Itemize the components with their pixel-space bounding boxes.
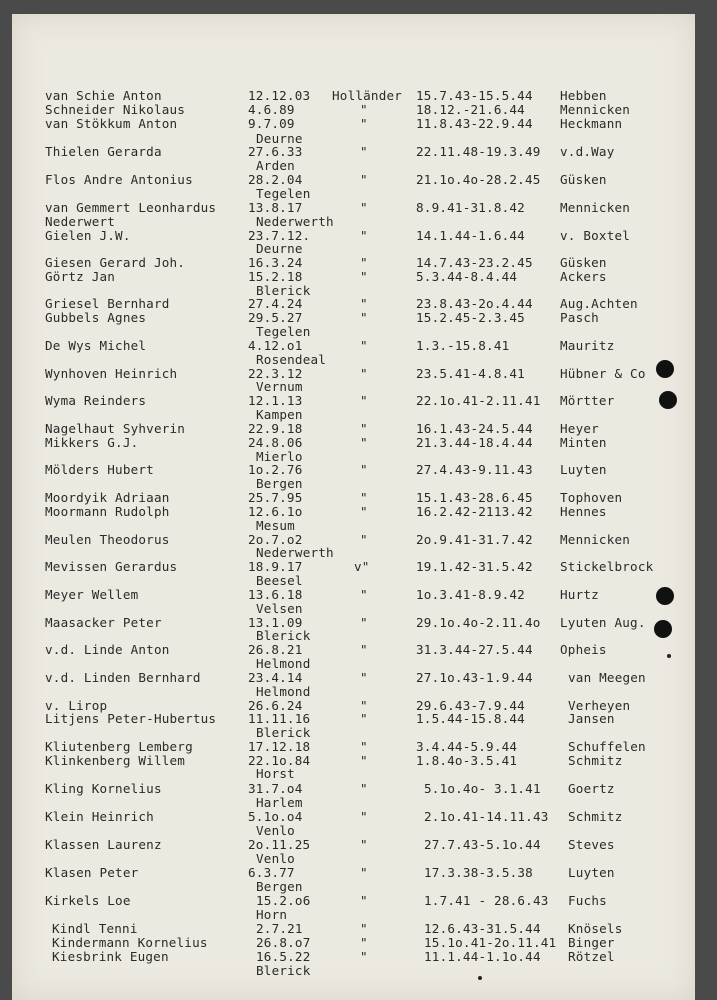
nationality-cell: " bbox=[360, 739, 368, 754]
nationality-cell: " bbox=[360, 809, 368, 824]
period-cell: 16.1.43-24.5.44 bbox=[416, 421, 533, 436]
birthdate-cell: 13.6.18 bbox=[248, 587, 303, 602]
birthplace-cell: Kampen bbox=[256, 407, 303, 422]
birthdate-cell: 27.6.33 bbox=[248, 144, 303, 159]
birthdate-cell: 4.6.89 bbox=[248, 102, 295, 117]
birthdate-cell: 17.12.18 bbox=[248, 739, 311, 754]
employer-cell: Goertz bbox=[568, 781, 615, 796]
employer-cell: Lyuten Aug. bbox=[560, 615, 646, 630]
birthplace-cell: Tegelen bbox=[256, 324, 311, 339]
employer-cell: van Meegen bbox=[568, 670, 646, 685]
employer-cell: Hübner & Co bbox=[560, 366, 646, 381]
employer-cell: v.d.Way bbox=[560, 144, 615, 159]
name-cell: Kliutenberg Lemberg bbox=[45, 739, 193, 754]
nationality-cell: " bbox=[360, 310, 368, 325]
birthplace-cell: Bergen bbox=[256, 879, 303, 894]
period-cell: 27.4.43-9.11.43 bbox=[416, 462, 533, 477]
name-cell: v. Lirop bbox=[45, 698, 108, 713]
birthdate-cell: 2o.7.o2 bbox=[248, 532, 303, 547]
document-sheet bbox=[12, 14, 695, 1000]
period-cell: 1.8.4o-3.5.41 bbox=[416, 753, 518, 768]
employer-cell: Tophoven bbox=[560, 490, 623, 505]
birthdate-cell: 27.4.24 bbox=[248, 296, 303, 311]
nationality-cell: " bbox=[360, 172, 368, 187]
name-cell: Schneider Nikolaus bbox=[45, 102, 186, 117]
employer-cell: Rötzel bbox=[568, 949, 615, 964]
name-cell: Maasacker Peter bbox=[45, 615, 162, 630]
birthdate-cell: 25.7.95 bbox=[248, 490, 303, 505]
ink-speck-mark bbox=[478, 976, 482, 980]
nationality-cell: " bbox=[360, 435, 368, 450]
birthdate-cell: 24.8.06 bbox=[248, 435, 303, 450]
birthplace-cell: Velsen bbox=[256, 601, 303, 616]
employer-cell: Mennicken bbox=[560, 102, 631, 117]
employer-cell: Schuffelen bbox=[568, 739, 646, 754]
birthdate-cell: 13.8.17 bbox=[248, 200, 303, 215]
birthplace-cell: Harlem bbox=[256, 795, 303, 810]
birthplace-cell: Venlo bbox=[256, 851, 295, 866]
employer-cell: Hurtz bbox=[560, 587, 599, 602]
period-cell: 15.1.43-28.6.45 bbox=[416, 490, 533, 505]
name-cell: Wynhoven Heinrich bbox=[45, 366, 178, 381]
name-cell: van Stökkum Anton bbox=[45, 116, 178, 131]
period-cell: 18.12.-21.6.44 bbox=[416, 102, 525, 117]
employer-cell: Mörtter bbox=[560, 393, 615, 408]
nationality-cell: " bbox=[360, 698, 368, 713]
birthplace-cell: Nederwerth bbox=[256, 214, 334, 229]
nationality-cell: " bbox=[360, 587, 368, 602]
name-cell: Kirkels Loe bbox=[45, 893, 131, 908]
period-cell: 23.5.41-4.8.41 bbox=[416, 366, 525, 381]
birthplace-cell: Mierlo bbox=[256, 449, 303, 464]
employer-cell: Mennicken bbox=[560, 200, 631, 215]
period-cell: 2.1o.41-14.11.43 bbox=[424, 809, 549, 824]
period-cell: 19.1.42-31.5.42 bbox=[416, 559, 533, 574]
nationality-cell: " bbox=[360, 393, 368, 408]
nationality-cell: " bbox=[360, 949, 368, 964]
period-cell: 21.1o.4o-28.2.45 bbox=[416, 172, 541, 187]
employer-cell: Güsken bbox=[560, 255, 607, 270]
name-cell: De Wys Michel bbox=[45, 338, 147, 353]
nationality-cell: " bbox=[360, 837, 368, 852]
name-cell: Moormann Rudolph bbox=[45, 504, 170, 519]
name-cell: Kindermann Kornelius bbox=[52, 935, 208, 950]
nationality-cell: " bbox=[360, 338, 368, 353]
birthplace-cell: Horn bbox=[256, 907, 288, 922]
nationality-cell: " bbox=[360, 144, 368, 159]
birthdate-cell: 13.1.09 bbox=[248, 615, 303, 630]
birthdate-cell: 22.1o.84 bbox=[248, 753, 311, 768]
name-cell: Flos Andre Antonius bbox=[45, 172, 193, 187]
period-cell: 15.1o.41-2o.11.41 bbox=[424, 935, 557, 950]
name-cell: Meyer Wellem bbox=[45, 587, 139, 602]
period-cell: 22.1o.41-2.11.41 bbox=[416, 393, 541, 408]
birthdate-cell: 18.9.17 bbox=[248, 559, 303, 574]
nationality-cell: " bbox=[360, 504, 368, 519]
name-cell: Kindl Tenni bbox=[52, 921, 138, 936]
employer-cell: Mennicken bbox=[560, 532, 631, 547]
employer-cell: v. Boxtel bbox=[560, 228, 631, 243]
nationality-cell: " bbox=[360, 642, 368, 657]
employer-cell: Luyten bbox=[560, 462, 607, 477]
period-cell: 1o.3.41-8.9.42 bbox=[416, 587, 525, 602]
birthplace-cell: Arden bbox=[256, 158, 295, 173]
period-cell: 14.7.43-23.2.45 bbox=[416, 255, 533, 270]
birthplace-cell: Beesel bbox=[256, 573, 303, 588]
employer-cell: Mauritz bbox=[560, 338, 615, 353]
name-cell: Klein Heinrich bbox=[45, 809, 154, 824]
period-cell: 22.11.48-19.3.49 bbox=[416, 144, 541, 159]
employer-cell: Hennes bbox=[560, 504, 607, 519]
period-cell: 27.1o.43-1.9.44 bbox=[416, 670, 533, 685]
nationality-cell: " bbox=[360, 296, 368, 311]
birthdate-cell: 16.5.22 bbox=[256, 949, 311, 964]
nationality-cell: " bbox=[360, 490, 368, 505]
ink-speck-mark bbox=[667, 654, 671, 658]
employer-cell: Fuchs bbox=[568, 893, 607, 908]
birthplace-cell: Blerick bbox=[256, 963, 311, 978]
birthdate-cell: 5.1o.o4 bbox=[248, 809, 303, 824]
employer-cell: Opheis bbox=[560, 642, 607, 657]
birthplace-cell: Nederwerth bbox=[256, 545, 334, 560]
period-cell: 1.3.-15.8.41 bbox=[416, 338, 510, 353]
birthdate-cell: 9.7.09 bbox=[248, 116, 295, 131]
nationality-cell: " bbox=[360, 865, 368, 880]
birthdate-cell: 23.4.14 bbox=[248, 670, 303, 685]
nationality-cell: v" bbox=[354, 559, 370, 574]
period-cell: 11.1.44-1.1o.44 bbox=[424, 949, 541, 964]
period-cell: 2o.9.41-31.7.42 bbox=[416, 532, 533, 547]
name-cell: Litjens Peter-Hubertus bbox=[45, 711, 217, 726]
name-cell: Görtz Jan bbox=[45, 269, 116, 284]
period-cell: 16.2.42-2113.42 bbox=[416, 504, 533, 519]
nationality-cell: " bbox=[360, 532, 368, 547]
name-cell: van Gemmert Leonhardus bbox=[45, 200, 217, 215]
nationality-cell: " bbox=[360, 753, 368, 768]
employer-cell: Aug.Achten bbox=[560, 296, 638, 311]
period-cell: 11.8.43-22.9.44 bbox=[416, 116, 533, 131]
birthdate-cell: 22.3.12 bbox=[248, 366, 303, 381]
employer-cell: Minten bbox=[560, 435, 607, 450]
employer-cell: Jansen bbox=[568, 711, 615, 726]
name-cell: Klinkenberg Willem bbox=[45, 753, 186, 768]
employer-cell: Heckmann bbox=[560, 116, 623, 131]
name-cell: Moordyik Adriaan bbox=[45, 490, 170, 505]
birthplace-cell: Helmond bbox=[256, 684, 311, 699]
birthplace-cell: Vernum bbox=[256, 379, 303, 394]
birthplace-cell: Blerick bbox=[256, 725, 311, 740]
birthplace-cell: Deurne bbox=[256, 241, 303, 256]
birthdate-cell: 2o.11.25 bbox=[248, 837, 311, 852]
name-cell: Wyma Reinders bbox=[45, 393, 147, 408]
nationality-cell: " bbox=[360, 116, 368, 131]
birthplace-cell: Blerick bbox=[256, 283, 311, 298]
employer-cell: Güsken bbox=[560, 172, 607, 187]
name-cell: v.d. Linde Anton bbox=[45, 642, 170, 657]
birthdate-cell: 15.2.o6 bbox=[256, 893, 311, 908]
birthplace-cell: Blerick bbox=[256, 628, 311, 643]
period-cell: 27.7.43-5.1o.44 bbox=[424, 837, 541, 852]
nationality-cell: " bbox=[360, 366, 368, 381]
birthdate-cell: 26.8.21 bbox=[248, 642, 303, 657]
name-cell: Nagelhaut Syhverin bbox=[45, 421, 186, 436]
period-cell: 3.4.44-5.9.44 bbox=[416, 739, 518, 754]
nationality-cell: " bbox=[360, 935, 368, 950]
period-cell: 15.2.45-2.3.45 bbox=[416, 310, 525, 325]
punch-hole-mark bbox=[659, 391, 677, 409]
name-cell: Kiesbrink Eugen bbox=[52, 949, 169, 964]
birthdate-cell: 11.11.16 bbox=[248, 711, 311, 726]
name-cell: Mölders Hubert bbox=[45, 462, 154, 477]
punch-hole-mark bbox=[654, 620, 672, 638]
birthplace-cell: Mesum bbox=[256, 518, 295, 533]
name-cell: Griesel Bernhard bbox=[45, 296, 170, 311]
nationality-cell: " bbox=[360, 711, 368, 726]
punch-hole-mark bbox=[656, 360, 674, 378]
nationality-cell: " bbox=[360, 255, 368, 270]
employer-cell: Luyten bbox=[568, 865, 615, 880]
nationality-cell: Holländer bbox=[332, 88, 403, 103]
nationality-cell: " bbox=[360, 228, 368, 243]
employer-cell: Stickelbrock bbox=[560, 559, 654, 574]
birthdate-cell: 12.12.03 bbox=[248, 88, 311, 103]
period-cell: 23.8.43-2o.4.44 bbox=[416, 296, 533, 311]
birthdate-cell: 2.7.21 bbox=[256, 921, 303, 936]
nationality-cell: " bbox=[360, 269, 368, 284]
name-cell: Mikkers G.J. bbox=[45, 435, 139, 450]
birthdate-cell: 16.3.24 bbox=[248, 255, 303, 270]
name-cell: Meulen Theodorus bbox=[45, 532, 170, 547]
nationality-cell: " bbox=[360, 781, 368, 796]
birthplace-cell: Venlo bbox=[256, 823, 295, 838]
period-cell: 29.6.43-7.9.44 bbox=[416, 698, 525, 713]
employer-cell: Heyer bbox=[560, 421, 599, 436]
period-cell: 15.7.43-15.5.44 bbox=[416, 88, 533, 103]
period-cell: 1.7.41 - 28.6.43 bbox=[424, 893, 549, 908]
name-cell: Klassen Laurenz bbox=[45, 837, 162, 852]
name-cell: Kling Kornelius bbox=[45, 781, 162, 796]
nationality-cell: " bbox=[360, 102, 368, 117]
name-cell: van Schie Anton bbox=[45, 88, 162, 103]
birthdate-cell: 12.6.1o bbox=[248, 504, 303, 519]
birthplace-cell: Deurne bbox=[256, 131, 303, 146]
birthdate-cell: 1o.2.76 bbox=[248, 462, 303, 477]
name-cell: Gubbels Agnes bbox=[45, 310, 147, 325]
employer-cell: Verheyen bbox=[568, 698, 631, 713]
birthplace-cell: Bergen bbox=[256, 476, 303, 491]
birthdate-cell: 12.1.13 bbox=[248, 393, 303, 408]
birthdate-cell: 31.7.o4 bbox=[248, 781, 303, 796]
nationality-cell: " bbox=[360, 462, 368, 477]
employer-cell: Schmitz bbox=[568, 753, 623, 768]
name-cell: Gielen J.W. bbox=[45, 228, 131, 243]
name-cell: Giesen Gerard Joh. bbox=[45, 255, 186, 270]
birthplace-cell: Helmond bbox=[256, 656, 311, 671]
name-cell: Thielen Gerarda bbox=[45, 144, 162, 159]
name-annotation: Nederwert bbox=[45, 214, 116, 229]
employer-cell: Steves bbox=[568, 837, 615, 852]
employer-cell: Pasch bbox=[560, 310, 599, 325]
nationality-cell: " bbox=[360, 421, 368, 436]
employer-cell: Knösels bbox=[568, 921, 623, 936]
period-cell: 1.5.44-15.8.44 bbox=[416, 711, 525, 726]
punch-hole-mark bbox=[656, 587, 674, 605]
period-cell: 5.3.44-8.4.44 bbox=[416, 269, 518, 284]
birthdate-cell: 26.8.o7 bbox=[256, 935, 311, 950]
nationality-cell: " bbox=[360, 893, 368, 908]
birthdate-cell: 4.12.o1 bbox=[248, 338, 303, 353]
period-cell: 29.1o.4o-2.11.4o bbox=[416, 615, 541, 630]
employer-cell: Schmitz bbox=[568, 809, 623, 824]
period-cell: 12.6.43-31.5.44 bbox=[424, 921, 541, 936]
name-cell: v.d. Linden Bernhard bbox=[45, 670, 201, 685]
birthplace-cell: Tegelen bbox=[256, 186, 311, 201]
birthdate-cell: 26.6.24 bbox=[248, 698, 303, 713]
period-cell: 17.3.38-3.5.38 bbox=[424, 865, 533, 880]
nationality-cell: " bbox=[360, 670, 368, 685]
name-cell: Mevissen Gerardus bbox=[45, 559, 178, 574]
birthdate-cell: 28.2.04 bbox=[248, 172, 303, 187]
period-cell: 31.3.44-27.5.44 bbox=[416, 642, 533, 657]
nationality-cell: " bbox=[360, 615, 368, 630]
employer-cell: Binger bbox=[568, 935, 615, 950]
nationality-cell: " bbox=[360, 200, 368, 215]
birthplace-cell: Horst bbox=[256, 766, 295, 781]
period-cell: 5.1o.4o- 3.1.41 bbox=[424, 781, 541, 796]
nationality-cell: " bbox=[360, 921, 368, 936]
period-cell: 8.9.41-31.8.42 bbox=[416, 200, 525, 215]
employer-cell: Ackers bbox=[560, 269, 607, 284]
birthdate-cell: 29.5.27 bbox=[248, 310, 303, 325]
period-cell: 21.3.44-18.4.44 bbox=[416, 435, 533, 450]
birthdate-cell: 6.3.77 bbox=[248, 865, 295, 880]
birthdate-cell: 23.7.12. bbox=[248, 228, 311, 243]
name-cell: Klasen Peter bbox=[45, 865, 139, 880]
birthdate-cell: 15.2.18 bbox=[248, 269, 303, 284]
birthplace-cell: Rosendeal bbox=[256, 352, 327, 367]
employer-cell: Hebben bbox=[560, 88, 607, 103]
period-cell: 14.1.44-1.6.44 bbox=[416, 228, 525, 243]
birthdate-cell: 22.9.18 bbox=[248, 421, 303, 436]
